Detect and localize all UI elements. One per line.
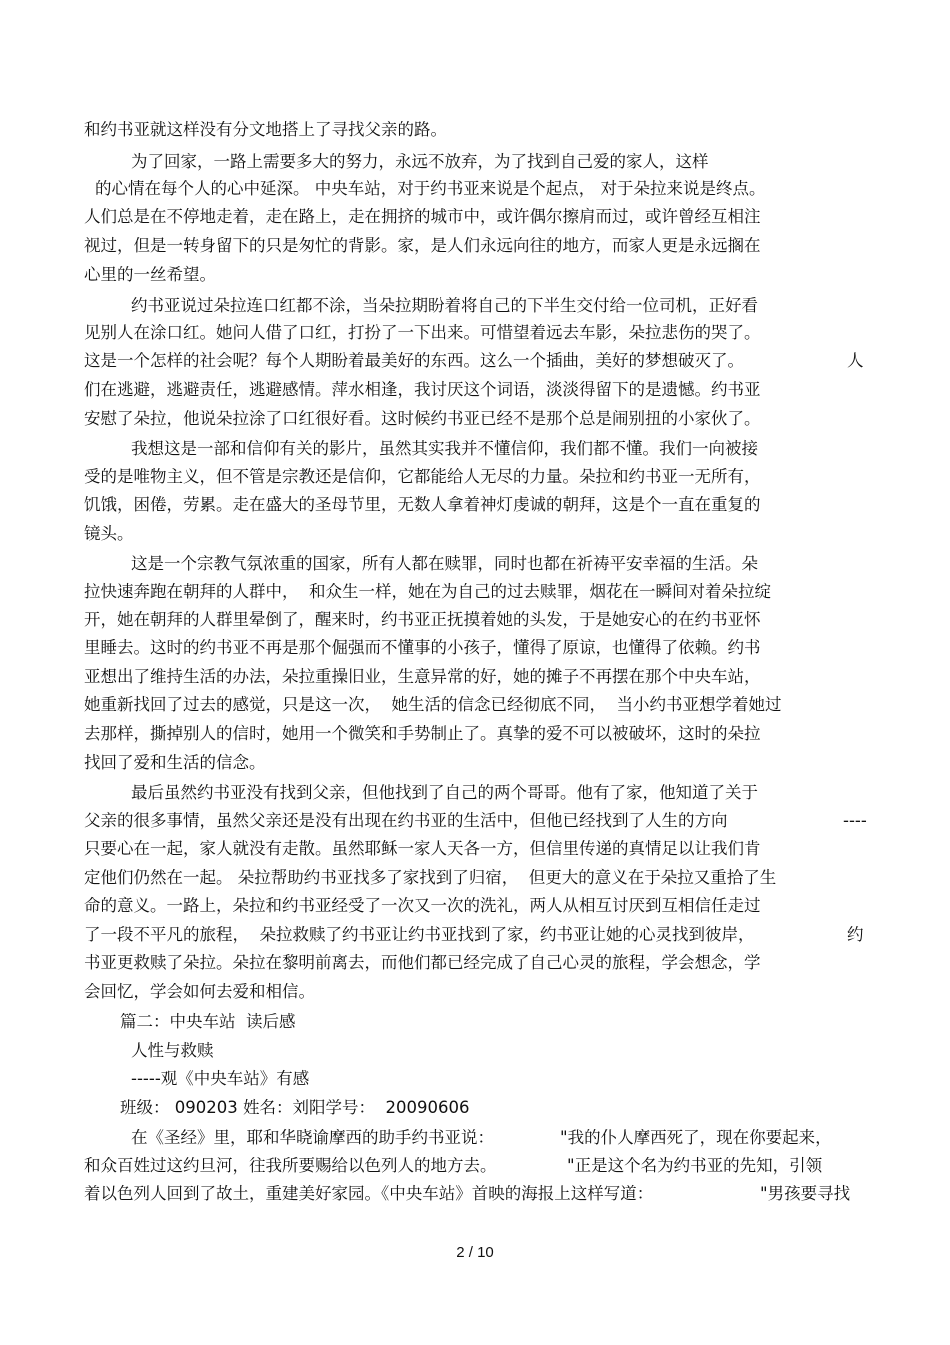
text-line: 这是一个怎样的社会呢？每个人期盼着最美好的东西。这么一个插曲，美好的梦想破灭了。 [84,351,744,370]
text-line: 只要心在一起，家人就没有走散。虽然耶稣一家人天各一方，但信里传递的真情足以让我们肯 [84,839,761,858]
text-line: 们在逃避，逃避责任，逃避感情。萍水相逢，我讨厌这个词语，淡淡得留下的是遗憾。约书亚 [84,380,761,399]
text-line: 找回了爱和生活的信念。 [84,753,266,772]
article-subtitle: -----观《中央车站》有感 [131,1069,310,1088]
text-line: 父亲的很多事情，虽然父亲还是没有出现在约书亚的生活中，但他已经找到了人生的方向 [84,811,728,830]
text-line: 最后虽然约书亚没有找到父亲，但他找到了自己的两个哥哥。他有了家，他知道了关于 [131,783,758,802]
text-line: ---- [843,811,867,830]
text-line: 开，她在朝拜的人群里晕倒了，醒来时，约书亚正抚摸着她的头发，于是她安心的在约书亚怀 [84,610,761,629]
text-line: 为了回家，一路上需要多大的努力，永远不放弃，为了找到自己爱的家人，这样 [131,152,709,171]
text-line: 定他们仍然在一起。 朵拉帮助约书亚找多了家找到了归宿， 但更大的意义在于朵拉又重拾了生 [84,868,777,887]
text-line: 去那样，撕掉别人的信时，她用一个微笑和手势制止了。真挚的爱不可以被破坏，这时的朵拉 [84,724,761,743]
text-line: 人们总是在不停地走着，走在路上，走在拥挤的城市中，或许偶尔擦肩而过，或许曾经互相注 [84,207,761,226]
text-line: 命的意义。一路上，朵拉和约书亚经受了一次又一次的洗礼，两人从相互讨厌到互相信任走过 [84,896,761,915]
text-line: 着以色列人回到了故土，重建美好家园。《中央车站》首映的海报上这样写道： [84,1184,654,1203]
text-line: 约书亚说过朵拉连口红都不涂，当朵拉期盼着将自己的下半生交付给一位司机，正好看 [131,296,758,315]
text-line: 和众百姓过这约旦河，往我所要赐给以色列人的地方去。 [84,1156,497,1175]
text-line: 心里的一丝希望。 [84,265,216,284]
text-line: 受的是唯物主义，但不管是宗教还是信仰，它都能给人无尽的力量。朵拉和约书亚一无所有， [84,467,761,486]
text-line: 人 [847,351,864,370]
text-line: "正是这个名为约书亚的先知，引领 [567,1156,823,1175]
text-line: 拉快速奔跑在朝拜的人群中， 和众生一样，她在为自己的过去赎罪，烟花在一瞬间对着朵拉绽 [84,582,771,601]
text-line: 和约书亚就这样没有分文地搭上了寻找父亲的路。 [84,120,447,139]
text-line: 饥饿，困倦，劳累。走在盛大的圣母节里，无数人拿着神灯虔诚的朝拜，这是个一直在重复的 [84,495,761,514]
page-number: 2 / 10 [456,1244,494,1261]
text-line: 里睡去。这时的约书亚不再是那个倔强而不懂事的小孩子，懂得了原谅，也懂得了依赖。约书 [84,638,761,657]
text-line: "男孩要寻找 [760,1184,851,1203]
section-heading: 篇二：中央车站 读后感 [120,1012,296,1031]
text-line: "我的仆人摩西死了，现在你要起来， [560,1128,832,1147]
text-line: 了一段不平凡的旅程， 朵拉救赎了约书亚让约书亚找到了家，约书亚让她的心灵找到彼岸， [84,925,755,944]
text-line: 会回忆，学会如何去爱和相信。 [84,982,315,1001]
text-line: 在《圣经》里，耶和华晓谕摩西的助手约书亚说： [131,1128,494,1147]
text-line: 约 [847,925,864,944]
text-line: 亚想出了维持生活的办法，朵拉重操旧业，生意异常的好，她的摊子不再摆在那个中央车站， [84,667,761,686]
text-line: 见别人在涂口红。她问人借了口红，打扮了一下出来。可惜望着远去车影，朵拉悲伤的哭了。 [84,323,761,342]
text-line: 我想这是一部和信仰有关的影片，虽然其实我并不懂信仰，我们都不懂。我们一向被接 [131,439,758,458]
text-line: 她重新找回了过去的感觉，只是这一次， 她生活的信念已经彻底不同， 当小约书亚想学着她过 [84,695,782,714]
author-info: 班级： 090203 姓名：刘阳学号： 20090606 [120,1098,470,1117]
text-line: 书亚更救赎了朵拉。朵拉在黎明前离去，而他们都已经完成了自己心灵的旅程，学会想念，学 [84,953,761,972]
text-line: 的心情在每个人的心中延深。 中央车站，对于约书亚来说是个起点， 对于朵拉来说是终点。 [95,179,766,198]
text-line: 视过，但是一转身留下的只是匆忙的背影。家，是人们永远向往的地方，而家人更是永远搁在 [84,236,761,255]
text-line: 镜头。 [84,524,134,543]
article-title: 人性与救赎 [131,1041,214,1060]
text-line: 这是一个宗教气氛浓重的国家，所有人都在赎罪，同时也都在祈祷平安幸福的生活。朵 [131,554,758,573]
text-line: 安慰了朵拉，他说朵拉涂了口红很好看。这时候约书亚已经不是那个总是闹别扭的小家伙了。 [84,409,761,428]
